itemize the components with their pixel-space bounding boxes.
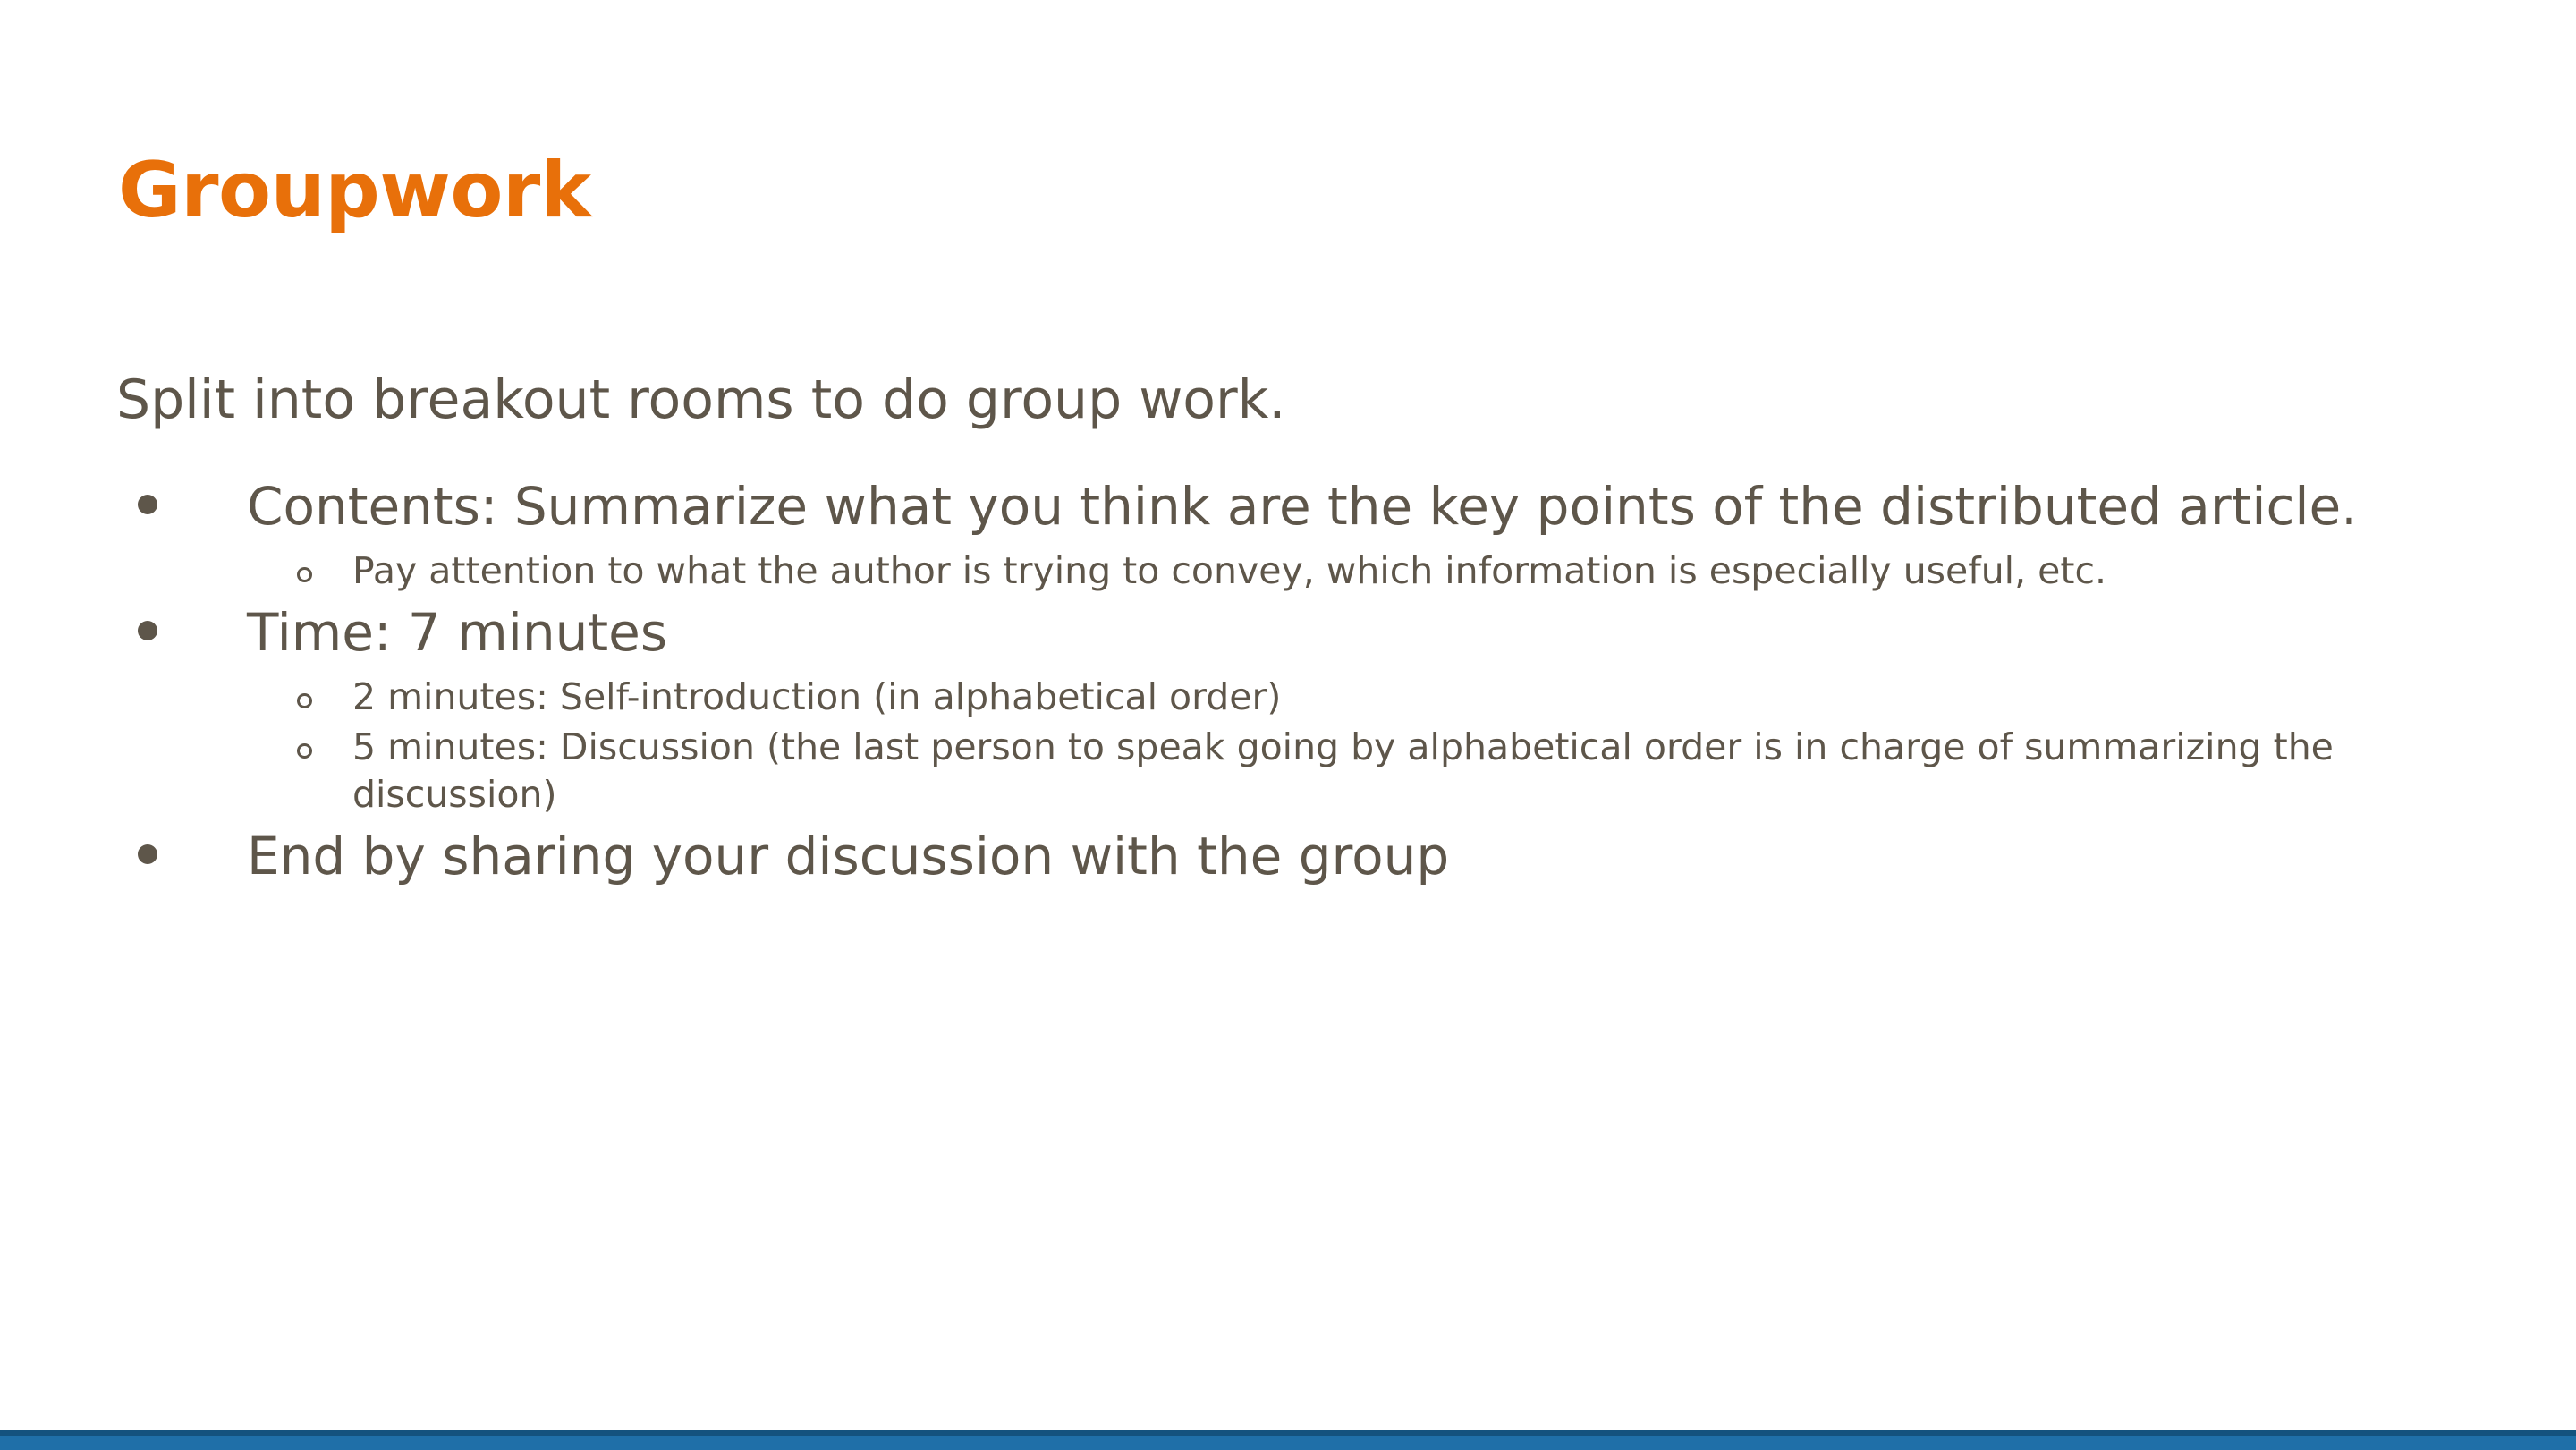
sub-list-item xyxy=(247,724,2469,818)
footer-accent-line xyxy=(0,1430,2576,1436)
bullet-dot-icon xyxy=(138,844,157,864)
bullet-dot-icon xyxy=(138,495,157,514)
list-item-label: Contents: Summarize what you think are the key points of the distributed article. xyxy=(247,476,2358,537)
bullet-circle-icon xyxy=(297,743,312,759)
sub-list-item-label: 2 minutes: Self-introduction (in alphabetical order) xyxy=(352,674,1282,718)
slide-body xyxy=(116,367,2469,890)
sub-list-item xyxy=(247,674,2469,720)
footer-accent-bar xyxy=(0,1430,2576,1450)
bullet-circle-icon xyxy=(297,567,312,582)
sub-bullet-list xyxy=(247,674,2469,818)
sub-list-item-label: Pay attention to what the author is trying to convey, which information is especially useful, etc. xyxy=(352,548,2107,592)
bullet-list xyxy=(116,475,2469,888)
lead-paragraph: Split into breakout rooms to do group work. xyxy=(116,369,1286,431)
sub-bullet-list xyxy=(247,547,2469,594)
list-item xyxy=(116,475,2469,594)
sub-list-item-label: 5 minutes: Discussion (the last person to speak going by alphabetical order is in charge of summarizing the discussion) xyxy=(352,725,2334,816)
page-title: Groupwork xyxy=(118,146,591,235)
bullet-circle-icon xyxy=(297,693,312,708)
list-item-label: Time: 7 minutes xyxy=(247,602,668,664)
list-item xyxy=(116,601,2469,818)
bullet-dot-icon xyxy=(138,621,157,640)
list-item-label: End by sharing your discussion with the group xyxy=(247,826,1450,887)
list-item xyxy=(116,825,2469,888)
sub-list-item xyxy=(247,547,2469,594)
